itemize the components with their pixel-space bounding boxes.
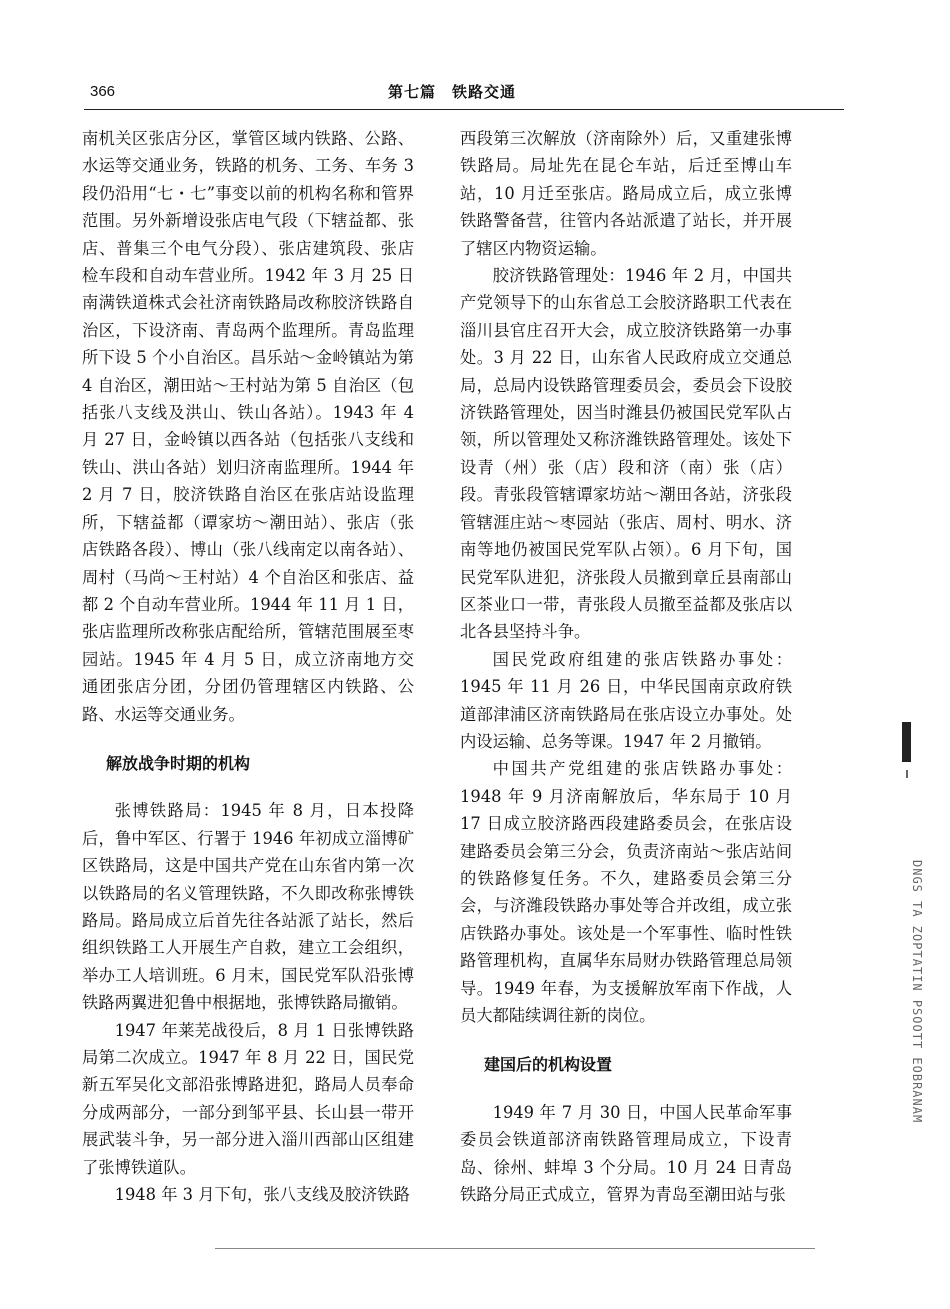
footer-rule	[215, 1248, 815, 1249]
header-rule	[84, 109, 844, 110]
paragraph: 1949 年 7 月 30 日，中国人民革命军事委员会铁道部济南铁路管理局成立，下设青岛、徐州、蚌埠 3 个分局。10 月 24 日青岛铁路分局正式成立，管界为青岛至潮田站与张	[460, 1102, 792, 1205]
scan-margin-dot	[906, 770, 908, 778]
scan-margin-mark	[902, 722, 911, 762]
paragraph: 张博铁路局：1945 年 8 月，日本投降后，鲁中军区、行署于 1946 年初成立淄博矿区铁路局，这是中国共产党在山东省内第一次以铁路局的名义管理铁路，不久即改称张博铁路局。路局成立后首先往各站派了站长，然后组织铁路工人开展生产自救，建立工会组织，举办工人培训班。6 月末，国民党军队沿张博铁路两翼进犯鲁中根据地，张博铁路局撤销。	[82, 801, 414, 1013]
paragraph: 1948 年 3 月下旬，张八支线及胶济铁路	[114, 1185, 410, 1205]
right-column	[460, 125, 792, 1208]
paragraph: 1947 年莱芜战役后，8 月 1 日张博铁路局第二次成立。1947 年 8 月 22 日，国民党新五军吴化文部沿张博路进犯，路局人员奉命分成两部分，一部分到邹平县、长山县一带开展武装斗争，另一部分进入淄川西部山区组建了张博铁道队。	[82, 1020, 414, 1177]
paragraph: 西段第三次解放（济南除外）后，又重建张博铁路局。局址先在昆仑车站，后迁至博山车站，10 月迁至张店。路局成立后，成立张博铁路警备营，往管内各站派遣了站长，并开展了辖区内物资运输。	[460, 129, 792, 258]
paragraph: 国民党政府组建的张店铁路办事处：1945 年 11 月 26 日，中华民国南京政府铁道部津浦区济南铁路局在张店设立办事处。处内设运输、总务等课。1947 年 2 月撤销。	[460, 649, 792, 751]
scan-margin-text: DNGS TA ZOPTATIN PSOOTT EOBRANAM	[910, 860, 924, 1124]
paragraph: 中国共产党组建的张店铁路办事处：1948 年 9 月济南解放后，华东局于 10 月 17 日成立胶济路西段建路委员会，在张店设建路委员会第三分会，负责济南站～张店站间的铁路修复任务。不久，建路委员会第三分会，与济潍段铁路办事处等合并改组，成立张店铁路办事处。该处是一个军事性、临时性铁路管理机构，直属华东局财办铁路管理总局领导。1949 年春，为支援解放军南下作战，人员大都陆续调往新的岗位。	[460, 759, 792, 1025]
running-head: 第七篇 铁路交通	[388, 83, 517, 101]
paragraph: 胶济铁路管理处：1946 年 2 月，中国共产党领导下的山东省总工会胶济路职工代表在淄川县官庄召开大会，成立胶济铁路第一办事处。3 月 22 日，山东省人民政府成立交通总局，总局内设铁路管理委员会，委员会下设胶济铁路管理处，因当时潍县仍被国民党军队占领，所以管理处又称济潍铁路管理处。该处下设青（州）张（店）段和济（南）张（店）段。青张段管辖谭家坊站～潮田各站，济张段管辖涯庄站～枣园站（张店、周村、明水、济南等地仍被国民党军队占领）。6 月下旬，国民党军队进犯，济张段人员撤到章丘县南部山区茶业口一带，青张段人员撤至益都及张店以北各县坚持斗争。	[460, 266, 792, 642]
section-heading: 建国后的机构设置	[484, 1055, 613, 1075]
section-heading: 解放战争时期的机构	[106, 753, 251, 773]
left-column	[82, 125, 414, 1208]
paragraph: 南机关区张店分区，掌管区域内铁路、公路、水运等交通业务，铁路的机务、工务、车务 3 段仍沿用“七・七”事变以前的机构名称和管界范围。另外新增设张店电气段（下辖益都、张店、普集三个电气分段）、张店建筑段、张店检车段和自动车营业所。1942 年 3 月 25 日南满铁道株式会社济南铁路局改称胶济铁路自治区，下设济南、青岛两个监理所。青岛监理所下设 5 个小自治区。昌乐站～金岭镇站为第 4 自治区，潮田站～王村站为第 5 自治区（包括张八支线及洪山、铁山各站）。1943 年 4 月 27 日，金岭镇以西各站（包括张八支线和铁山、洪山各站）划归济南监理所。1944 年 2 月 7 日，胶济铁路自治区在张店站设监理所，下辖益都（谭家坊～潮田站）、张店（张店铁路各段）、博山（张八线南定以南各站）、周村（马尚～王村站）4 个自治区和张店、益都 2 个自动车营业所。1944 年 11 月 1 日，张店监理所改称张店配给所，管辖范围展至枣园站。1945 年 4 月 5 日，成立济南地方交通团张店分团，分团仍管理辖区内铁路、公路、水运等交通业务。	[82, 129, 414, 724]
page-number: 366	[90, 83, 116, 100]
